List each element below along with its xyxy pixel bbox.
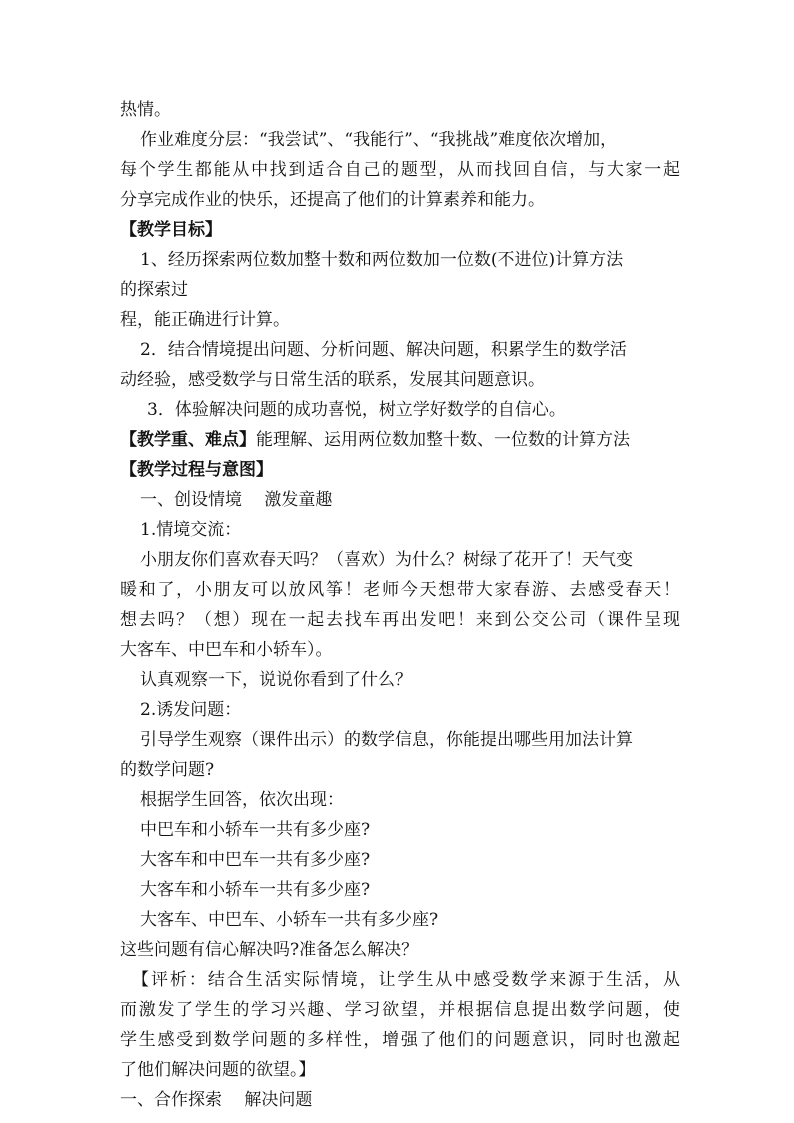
text-line: 根据学生回答，依次出现： bbox=[140, 790, 344, 810]
text-line: 动经验，感受数学与日常生活的联系，发展其问题意识。 bbox=[120, 370, 545, 390]
text-line: 小朋友你们喜欢春天吗？（喜欢）为什么？树绿了花开了！天气变 bbox=[140, 550, 633, 570]
list-item: 大客车、中巴车、小轿车一共有多少座? bbox=[140, 910, 439, 930]
text-line: 暖和了，小朋友可以放风筝！老师今天想带大家春游、去感受春天！ bbox=[120, 580, 680, 600]
comment-line: 而激发了学生的学习兴趣、学习欲望，并根据信息提出数学问题，使 bbox=[120, 1000, 680, 1020]
text-line: 热情。 bbox=[120, 100, 171, 120]
key-points-label: 【教学重、难点】 bbox=[120, 430, 256, 450]
text-line: 这些问题有信心解决吗?准备怎么解决？ bbox=[120, 940, 419, 960]
section-heading: 【教学目标】 bbox=[120, 220, 222, 240]
list-item: 大客车和小轿车一共有多少座? bbox=[140, 880, 371, 900]
text-line: 2.诱发问题： bbox=[140, 700, 242, 720]
list-item: 中巴车和小轿车一共有多少座? bbox=[140, 820, 371, 840]
text-line: 每个学生都能从中找到适合自己的题型，从而找回自信，与大家一起 bbox=[120, 160, 680, 180]
text-line: 程，能正确进行计算。 bbox=[120, 310, 290, 330]
subsection-heading: 一、合作探索 解决问题 bbox=[120, 1090, 313, 1110]
list-item: 大客车和中巴车一共有多少座? bbox=[140, 850, 371, 870]
comment-line: 了他们解决问题的欲望。】 bbox=[120, 1060, 316, 1080]
key-points-line bbox=[120, 425, 680, 455]
text-line: 的数学问题? bbox=[120, 760, 215, 780]
text-line: 3．体验解决问题的成功喜悦，树立学好数学的自信心。 bbox=[147, 400, 566, 420]
text-line: 作业难度分层：“我尝试”、“我能行”、“我挑战”难度依次增加， bbox=[140, 130, 618, 150]
text-line: 大客车、中巴车和小轿车）。 bbox=[120, 640, 333, 660]
text-line: 想去吗？（想）现在一起去找车再出发吧！来到公交公司（课件呈现 bbox=[120, 610, 680, 630]
text-line: 分享完成作业的快乐，还提高了他们的计算素养和能力。 bbox=[120, 190, 545, 210]
text-line: 认真观察一下，说说你看到了什么？ bbox=[140, 670, 412, 690]
text-line: 1、经历探索两位数加整十数和两位数加一位数(不进位)计算方法 bbox=[140, 250, 624, 270]
key-points-text: 能理解、运用两位数加整十数、一位数的计算方法 bbox=[256, 430, 630, 450]
text-line: 1.情境交流： bbox=[140, 520, 242, 540]
subsection-heading: 一、创设情境 激发童趣 bbox=[140, 490, 333, 510]
text-line: 引导学生观察（课件出示）的数学信息，你能提出哪些用加法计算 bbox=[140, 730, 633, 750]
text-line: 2．结合情境提出问题、分析问题、解决问题，积累学生的数学活 bbox=[140, 340, 627, 360]
comment-line: 【评析：结合生活实际情境，让学生从中感受数学来源于生活，从 bbox=[132, 970, 680, 990]
text-line: 的探索过 bbox=[120, 280, 188, 300]
comment-line: 学生感受到数学问题的多样性，增强了他们的问题意识，同时也激起 bbox=[120, 1030, 680, 1050]
section-heading: 【教学过程与意图】 bbox=[120, 460, 273, 480]
